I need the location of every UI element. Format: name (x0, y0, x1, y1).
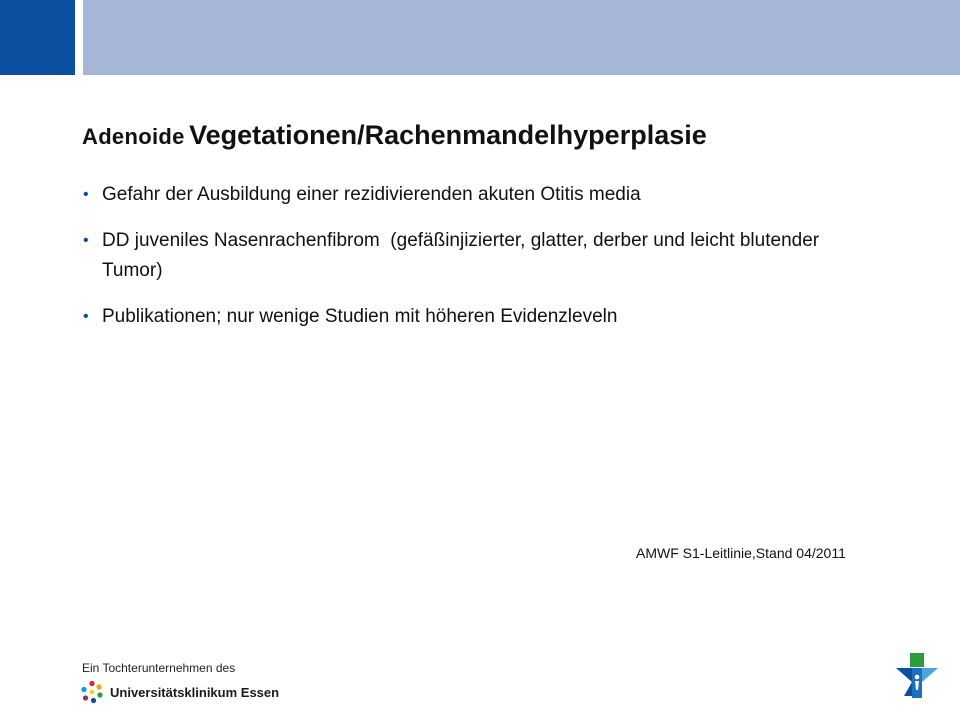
bullet-dot-icon: • (83, 308, 89, 325)
bullet-dot-icon: • (83, 232, 89, 249)
header-blue-block (0, 0, 75, 75)
bullet-text: Publikationen; nur wenige Studien mit höheren Evidenzleveln (102, 306, 618, 327)
footer-institution-logo (80, 678, 279, 706)
bullet-item (82, 302, 852, 332)
bullet-text: DD juveniles Nasenrachenfibrom (gefäßinjizierter, glatter, derber und leicht blutender Tumor) (102, 230, 825, 281)
source-citation: AMWF S1-Leitlinie,Stand 04/2011 (636, 545, 846, 561)
institution-name: Universitätsklinikum Essen (110, 684, 280, 700)
colorful-people-ring-icon (80, 680, 104, 704)
header-light-band (83, 0, 960, 75)
bullet-text: Gefahr der Ausbildung einer rezidivierenden akuten Otitis media (102, 184, 641, 205)
medical-cross-logo-icon (894, 652, 940, 700)
bullet-dot-icon: • (83, 186, 89, 203)
footer-subsidiary-text: Ein Tochterunternehmen des (82, 661, 236, 675)
bullet-list (82, 180, 852, 348)
bullet-item (82, 180, 852, 210)
title-prefix: Adenoide (82, 124, 185, 149)
title-main: Vegetationen/Rachenmandelhyperplasie (189, 120, 707, 150)
slide-title (82, 120, 942, 151)
bullet-item (82, 226, 852, 286)
